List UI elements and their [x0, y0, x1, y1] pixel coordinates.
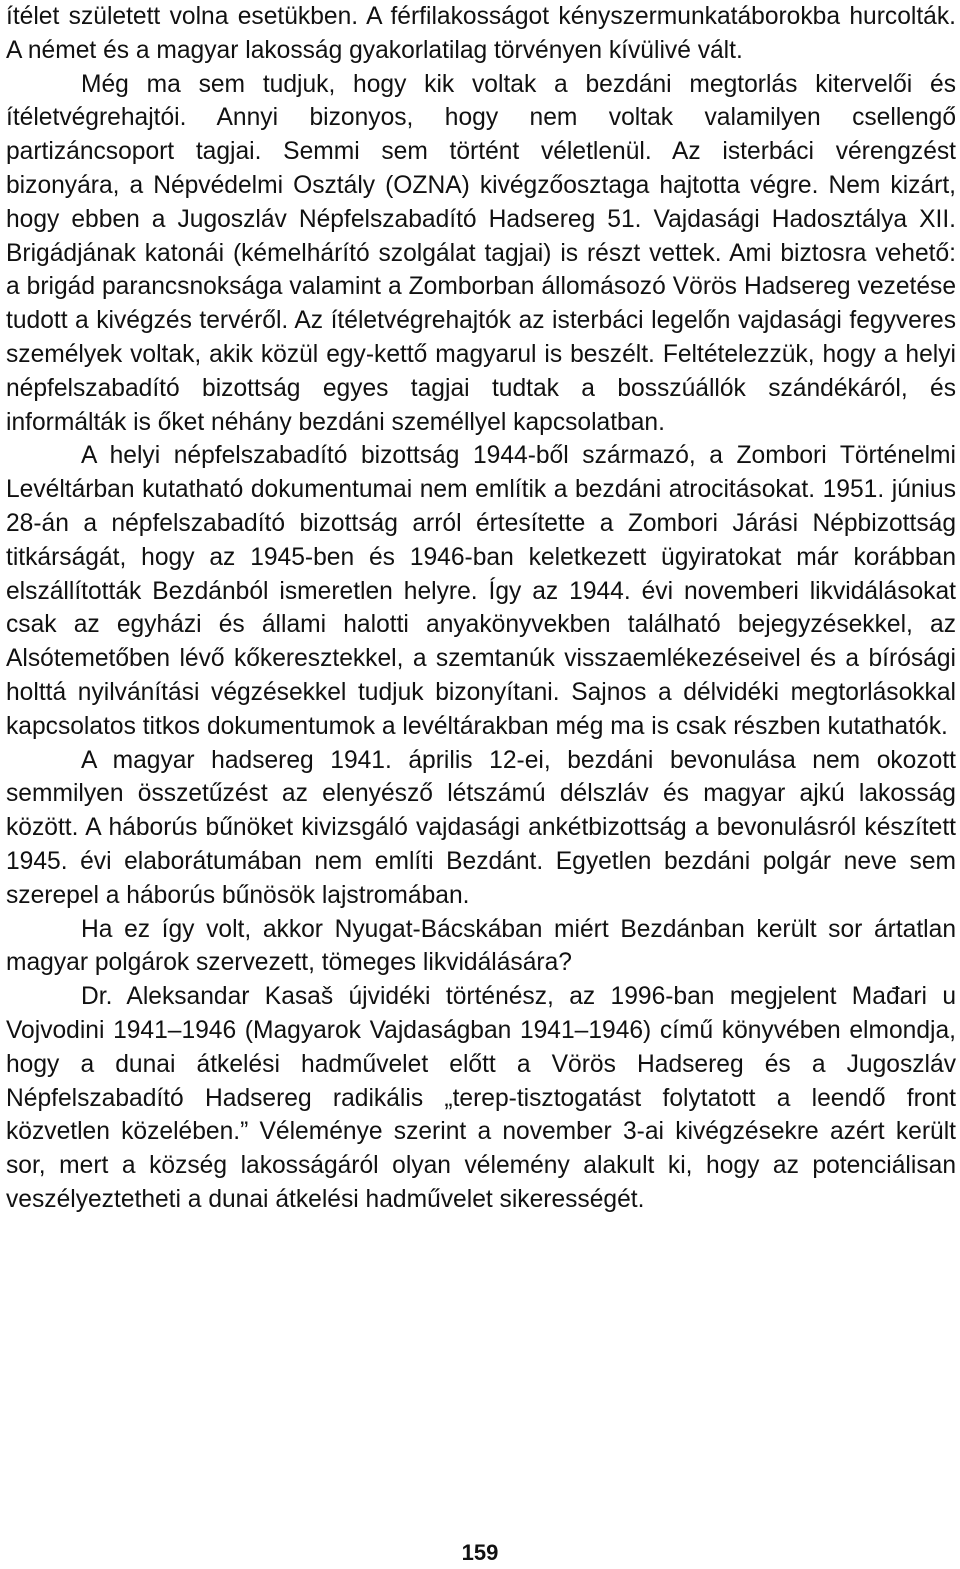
paragraph-1: ítélet született volna esetükben. A férfilakosságot kényszermunkatáborokba hurcolták. A német és a magyar lakosság gyakorlatilag törvényen kívülivé vált. — [6, 3, 956, 64]
document-page — [6, 0, 956, 1217]
paragraph-6: Dr. Aleksandar Kasaš újvidéki történész, az 1996-ban megjelent Mađari u Vojvodini 1941–1946 (Magyarok Vajdaságban 1941–1946) című könyvében elmondja, hogy a dunai átkelési hadművelet előtt a Vörös Hadsereg és a Jugoszláv Népfelszabadító Hadsereg radikális „terep-tisztogatást folytatott a leendő front közvetlen közelében.” Véleménye szerint a november 3-ai kivégzésekre azért került sor, mert a község lakosságáról olyan vélemény alakult ki, hogy az potenciálisan veszélyeztetheti a dunai átkelési hadművelet sikerességét. — [6, 983, 956, 1213]
paragraph-4: A magyar hadsereg 1941. április 12-ei, bezdáni bevonulása nem okozott semmilyen összetűzést az elenyésző létszámú délszláv és magyar ajkú lakosság között. A háborús bűnöket kivizsgáló vajdasági ankétbizottság a bevonulásról készített 1945. évi elaborátumában nem említi Bezdánt. Egyetlen bezdáni polgár neve sem szerepel a háborús bűnösök lajstromában. — [6, 746, 956, 909]
paragraph-3: A helyi népfelszabadító bizottság 1944-ből származó, a Zombori Történelmi Levéltárban kutatható dokumentumai nem említik a bezdáni atrocitásokat. 1951. június 28-án a népfelszabadító bizottság arról értesítette a Zombori Járási Népbizottság titkárságát, hogy az 1945-ben és 1946-ban keletkezett ügyiratokat már korábban elszállították Bezdánból ismeretlen helyre. Így az 1944. évi novemberi likvidálásokat csak az egyházi és állami halotti anyakönyvekben található bejegyzésekkel, az Alsótemetőben lévő kőkeresztekkel, a szemtanúk visszaemlékezéseivel és a bírósági holttá nyilvánítási végzésekkel tudjuk bizonyítani. Sajnos a délvidéki megtorlásokkal kapcsolatos titkos dokumentumok a levéltárakban még ma is csak részben kutathatók. — [6, 442, 956, 740]
page-number: 159 — [461, 1540, 499, 1565]
paragraph-2: Még ma sem tudjuk, hogy kik voltak a bezdáni megtorlás kitervelői és ítéletvégrehajtói. Annyi bizonyos, hogy nem voltak valamilyen csellengő partizáncsoport tagjai. Semmi sem történt véletlenül. Az isterbáci vérengzést bizonyára, a Népvédelmi Osztály (OZNA) kivégzőosztaga hajtotta végre. Nem kizárt, hogy ebben a Jugoszláv Népfelszabadító Hadsereg 51. Vajdasági Hadosztálya XII. Brigádjának katonái (kémelhárító szolgálat tagjai) is részt vettek. Ami biztosra vehető: a brigád parancsnoksága valamint a Zomborban állomásozó Vörös Hadsereg vezetése tudott a kivégzés tervéről. Az ítéletvégrehajtók az isterbáci legelőn vajdasági fegyveres személyek voltak, akik közül egy-kettő magyarul is beszélt. Feltételezzük, hogy a helyi népfelszabadító bizottság egyes tagjai tudtak a bosszúállók szándékáról, és informálták is őket néhány bezdáni személlyel kapcsolatban. — [6, 70, 956, 436]
paragraph-5: Ha ez így volt, akkor Nyugat-Bácskában miért Bezdánban került sor ártatlan magyar polgárok szervezett, tömeges likvidálására? — [6, 915, 956, 977]
